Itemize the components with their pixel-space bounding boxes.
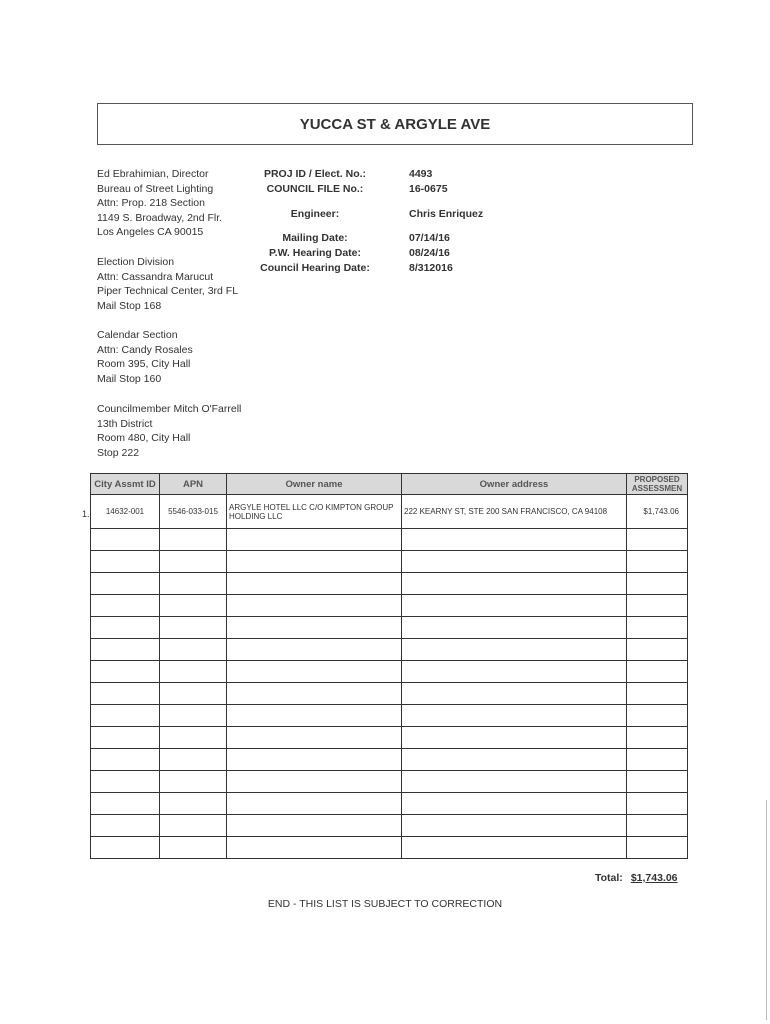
project-info-values [409,167,483,276]
empty-cell [160,551,227,573]
empty-cell [227,727,402,749]
empty-cell [402,705,627,727]
mailing-date-label: Mailing Date: [282,232,348,244]
pw-hearing-label: P.W. Hearing Date: [269,247,361,259]
empty-cell [227,815,402,837]
empty-cell [627,771,688,793]
empty-cell [91,837,160,859]
address-line: 13th District [97,417,153,430]
address-line: Room 480, City Hall [97,432,191,445]
col-header-proposed-assessment: PROPOSED ASSESSMEN [627,474,688,495]
empty-cell [91,639,160,661]
empty-cell [627,661,688,683]
address-line: Piper Technical Center, 3rd FL [97,285,239,298]
empty-cell [227,683,402,705]
total-value: $1,743.06 [630,872,678,884]
empty-cell [91,815,160,837]
table-row-empty [91,529,688,551]
empty-cell [227,551,402,573]
council-file-value: 16-0675 [409,183,448,195]
address-line: Election Division [97,256,175,268]
empty-cell [627,573,688,595]
empty-cell [91,551,160,573]
empty-cell [402,793,627,815]
table-row-empty [91,661,688,683]
empty-cell [227,705,402,727]
empty-cell [402,771,627,793]
empty-cell [402,727,627,749]
empty-cell [402,529,627,551]
empty-cell [627,749,688,771]
table-row-empty [91,815,688,837]
empty-cell [160,617,227,639]
council-file-label: COUNCIL FILE No.: [266,183,364,195]
empty-cell [402,815,627,837]
cell-proposed-assessment: $1,743.06 [627,495,688,529]
empty-cell [227,529,402,551]
address-line: Attn: Prop. 218 Section [97,197,205,210]
table-row-empty [91,617,688,639]
mailing-date-value: 07/14/16 [409,232,450,244]
empty-cell [402,573,627,595]
council-hearing-value: 8/312016 [409,262,453,274]
empty-cell [160,683,227,705]
empty-cell [91,705,160,727]
empty-cell [91,771,160,793]
empty-cell [627,617,688,639]
empty-cell [627,639,688,661]
empty-cell [627,727,688,749]
table-row-empty [91,793,688,815]
table-row-empty [91,771,688,793]
address-line: Attn: Candy Rosales [97,343,193,356]
address-block-calendar [97,328,193,386]
empty-cell [160,639,227,661]
engineer-label: Engineer: [290,208,340,220]
total-line [595,872,678,884]
total-label: Total: [595,872,623,884]
address-line: Attn: Cassandra Marucut [97,270,214,283]
pw-hearing-value: 08/24/16 [409,247,450,259]
col-header-owner-name: Owner name [227,474,402,495]
table-row-empty [91,705,688,727]
empty-cell [227,771,402,793]
page-title: YUCCA ST & ARGYLE AVE [97,103,693,145]
empty-cell [627,793,688,815]
address-line: 1149 S. Broadway, 2nd Flr. [97,211,223,224]
empty-cell [627,595,688,617]
empty-cell [91,573,160,595]
end-note: END - THIS LIST IS SUBJECT TO CORRECTION [267,898,503,910]
table-row-empty [91,551,688,573]
empty-cell [627,705,688,727]
cell-city-assmt-id: 14632-001 [91,495,160,529]
table-row-empty [91,727,688,749]
table-row-empty [91,683,688,705]
empty-cell [227,639,402,661]
proj-id-label: PROJ ID / Elect. No.: [263,168,367,180]
empty-cell [160,573,227,595]
table-row-empty [91,749,688,771]
empty-cell [91,749,160,771]
empty-cell [227,793,402,815]
empty-cell [91,617,160,639]
empty-cell [160,529,227,551]
table-row-empty [91,837,688,859]
empty-cell [160,793,227,815]
table-row [91,495,688,529]
cell-owner-name: ARGYLE HOTEL LLC C/O KIMPTON GROUP HOLDING LLC [227,495,402,529]
address-line: Ed Ebrahimian, Director [97,168,209,180]
empty-cell [627,683,688,705]
empty-cell [227,573,402,595]
address-line: Stop 222 [97,446,140,459]
empty-cell [160,727,227,749]
address-block-street-lighting [97,167,222,240]
empty-cell [402,683,627,705]
address-line: Mail Stop 160 [97,372,162,385]
address-line: Bureau of Street Lighting [97,182,214,195]
empty-cell [227,749,402,771]
empty-cell [402,595,627,617]
council-hearing-label: Council Hearing Date: [260,262,370,274]
empty-cell [227,595,402,617]
table-row-empty [91,573,688,595]
address-line: Room 395, City Hall [97,358,191,371]
proj-id-value: 4493 [409,168,433,180]
cell-owner-address: 222 KEARNY ST, STE 200 SAN FRANCISCO, CA 94108 [402,495,627,529]
empty-cell [227,617,402,639]
empty-cell [91,529,160,551]
empty-cell [627,837,688,859]
empty-cell [160,837,227,859]
empty-cell [91,727,160,749]
project-info-labels [245,167,385,276]
empty-cell [91,683,160,705]
engineer-value: Chris Enriquez [409,208,484,220]
empty-cell [160,771,227,793]
empty-cell [160,661,227,683]
empty-cell [227,661,402,683]
empty-cell [160,705,227,727]
empty-cell [160,595,227,617]
table-row-empty [91,639,688,661]
table-row-empty [91,595,688,617]
empty-cell [91,793,160,815]
col-header-owner-address: Owner address [402,474,627,495]
page-edge-line [766,800,767,1020]
assessment-table [90,473,688,859]
empty-cell [227,837,402,859]
empty-cell [402,551,627,573]
address-block-councilmember [97,402,241,460]
address-line: Los Angeles CA 90015 [97,226,204,239]
col-header-city-assmt-id: City Assmt ID [91,474,160,495]
address-line: Mail Stop 168 [97,299,162,312]
empty-cell [627,551,688,573]
address-block-election [97,255,238,313]
empty-cell [402,617,627,639]
empty-cell [627,529,688,551]
table-header-row [91,474,688,495]
empty-cell [402,749,627,771]
empty-cell [402,639,627,661]
address-line: Councilmember Mitch O'Farrell [97,403,242,415]
empty-cell [402,661,627,683]
cell-apn: 5546-033-015 [160,495,227,529]
empty-cell [91,661,160,683]
empty-cell [91,595,160,617]
empty-cell [160,815,227,837]
empty-cell [160,749,227,771]
col-header-apn: APN [160,474,227,495]
row-number: 1. [82,509,90,519]
empty-cell [402,837,627,859]
empty-cell [627,815,688,837]
address-line: Calendar Section [97,329,178,341]
